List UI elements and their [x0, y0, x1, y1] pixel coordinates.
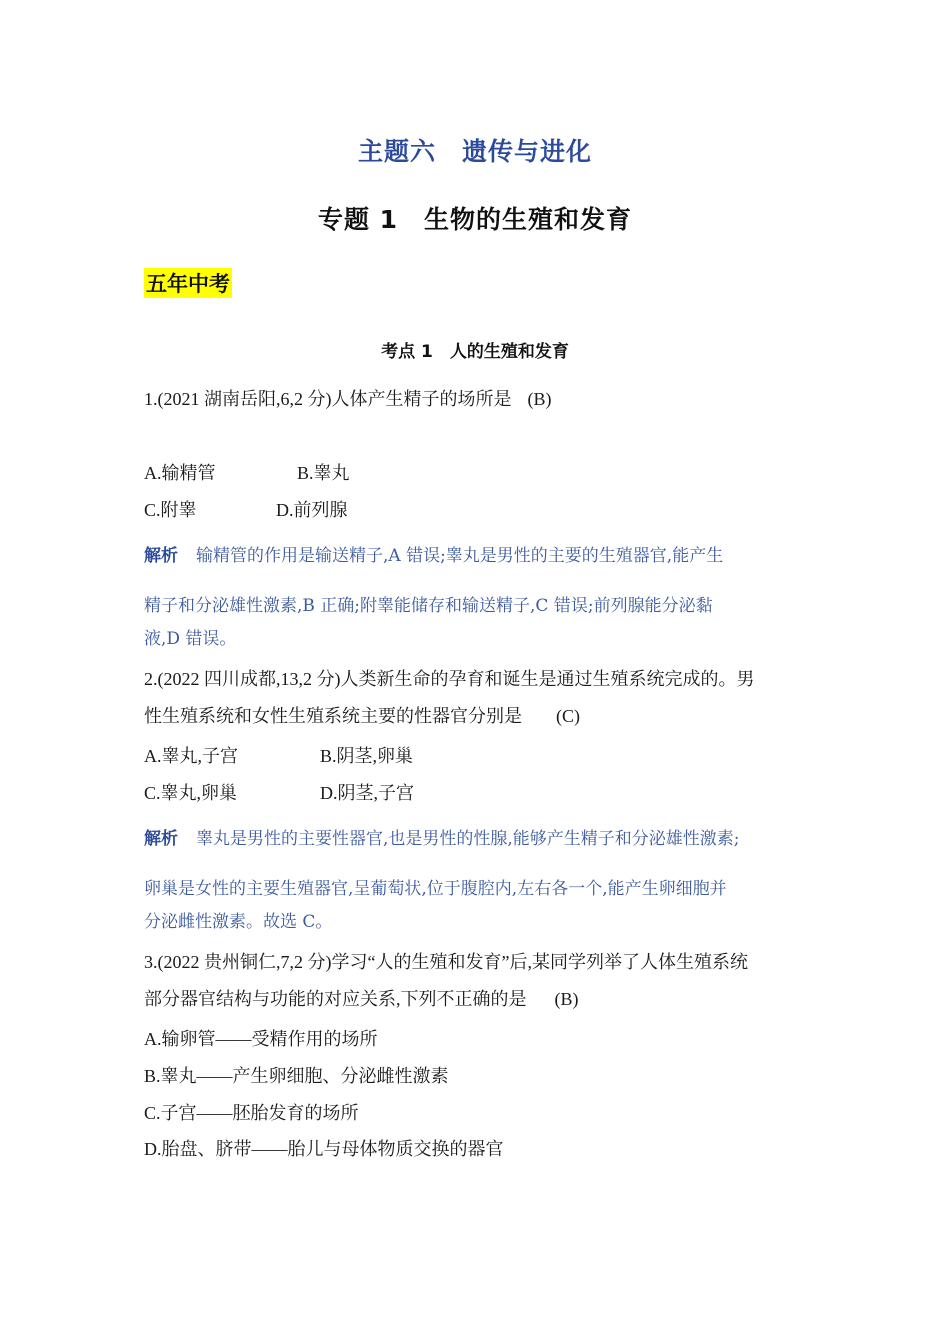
- question-2-text: 性生殖系统和女性生殖系统主要的性器官分别是: [144, 706, 522, 726]
- question-2-stem-line-2: [144, 698, 580, 734]
- analysis-line: 液,D 错误。: [144, 629, 237, 649]
- theme-title: 主题六 遗传与进化: [357, 137, 592, 166]
- section-label: 五年中考: [144, 268, 232, 298]
- subsection-title: 考点 1 人的生殖和发育: [381, 342, 569, 362]
- question-1-option-d: D.前列腺: [276, 500, 348, 520]
- question-3-answer: (B): [554, 989, 579, 1009]
- question-3-option-b: B.睾丸——产生卵细胞、分泌雌性激素: [144, 1066, 449, 1086]
- question-2-answer: (C): [556, 706, 580, 726]
- question-1-stem: [144, 381, 552, 417]
- question-3-option-d: D.胎盘、脐带——胎儿与母体物质交换的器官: [144, 1139, 504, 1159]
- question-1-answer: (B): [527, 389, 552, 409]
- analysis-line: 精子和分泌雄性激素,B 正确;附睾能储存和输送精子,C 错误;前列腺能分泌黏: [144, 596, 713, 616]
- analysis-line: 睾丸是男性的主要性器官,也是男性的性腺,能够产生精子和分泌雄性激素;: [196, 829, 740, 849]
- question-1-text: 1.(2021 湖南岳阳,6,2 分)人体产生精子的场所是: [144, 389, 512, 409]
- analysis-line: 输精管的作用是输送精子,A 错误;睾丸是男性的主要的生殖器官,能产生: [196, 546, 724, 566]
- question-1-option-a: A.输精管: [144, 463, 216, 483]
- question-3-option-a: A.输卵管——受精作用的场所: [144, 1029, 378, 1049]
- analysis-label: 解析: [144, 829, 178, 849]
- question-2-option-c: C.睾丸,卵巢: [144, 783, 238, 803]
- analysis-line: 分泌雌性激素。故选 C。: [144, 912, 333, 932]
- analysis-line: 卵巢是女性的主要生殖器官,呈葡萄状,位于腹腔内,左右各一个,能产生卵细胞并: [144, 879, 727, 899]
- question-1-option-b: B.睾丸: [297, 463, 350, 483]
- question-2-stem-line-1: 2.(2022 四川成都,13,2 分)人类新生命的孕育和诞生是通过生殖系统完成的。男: [144, 669, 755, 689]
- question-3-stem-line-1: 3.(2022 贵州铜仁,7,2 分)学习“人的生殖和发育”后,某同学列举了人体生殖系统: [144, 952, 748, 972]
- question-3-option-c: C.子宫——胚胎发育的场所: [144, 1103, 359, 1123]
- question-2-option-b: B.阴茎,卵巢: [320, 746, 414, 766]
- question-1-analysis: [144, 544, 814, 651]
- question-2-analysis: [144, 827, 814, 934]
- question-2-option-d: D.阴茎,子宫: [320, 783, 414, 803]
- topic-title: 专题 1 生物的生殖和发育: [317, 205, 633, 234]
- analysis-label: 解析: [144, 546, 178, 566]
- question-3-text: 部分器官结构与功能的对应关系,下列不正确的是: [144, 989, 527, 1009]
- question-1-option-c: C.附睾: [144, 500, 197, 520]
- question-3-stem-line-2: [144, 981, 579, 1017]
- question-2-option-a: A.睾丸,子宫: [144, 746, 238, 766]
